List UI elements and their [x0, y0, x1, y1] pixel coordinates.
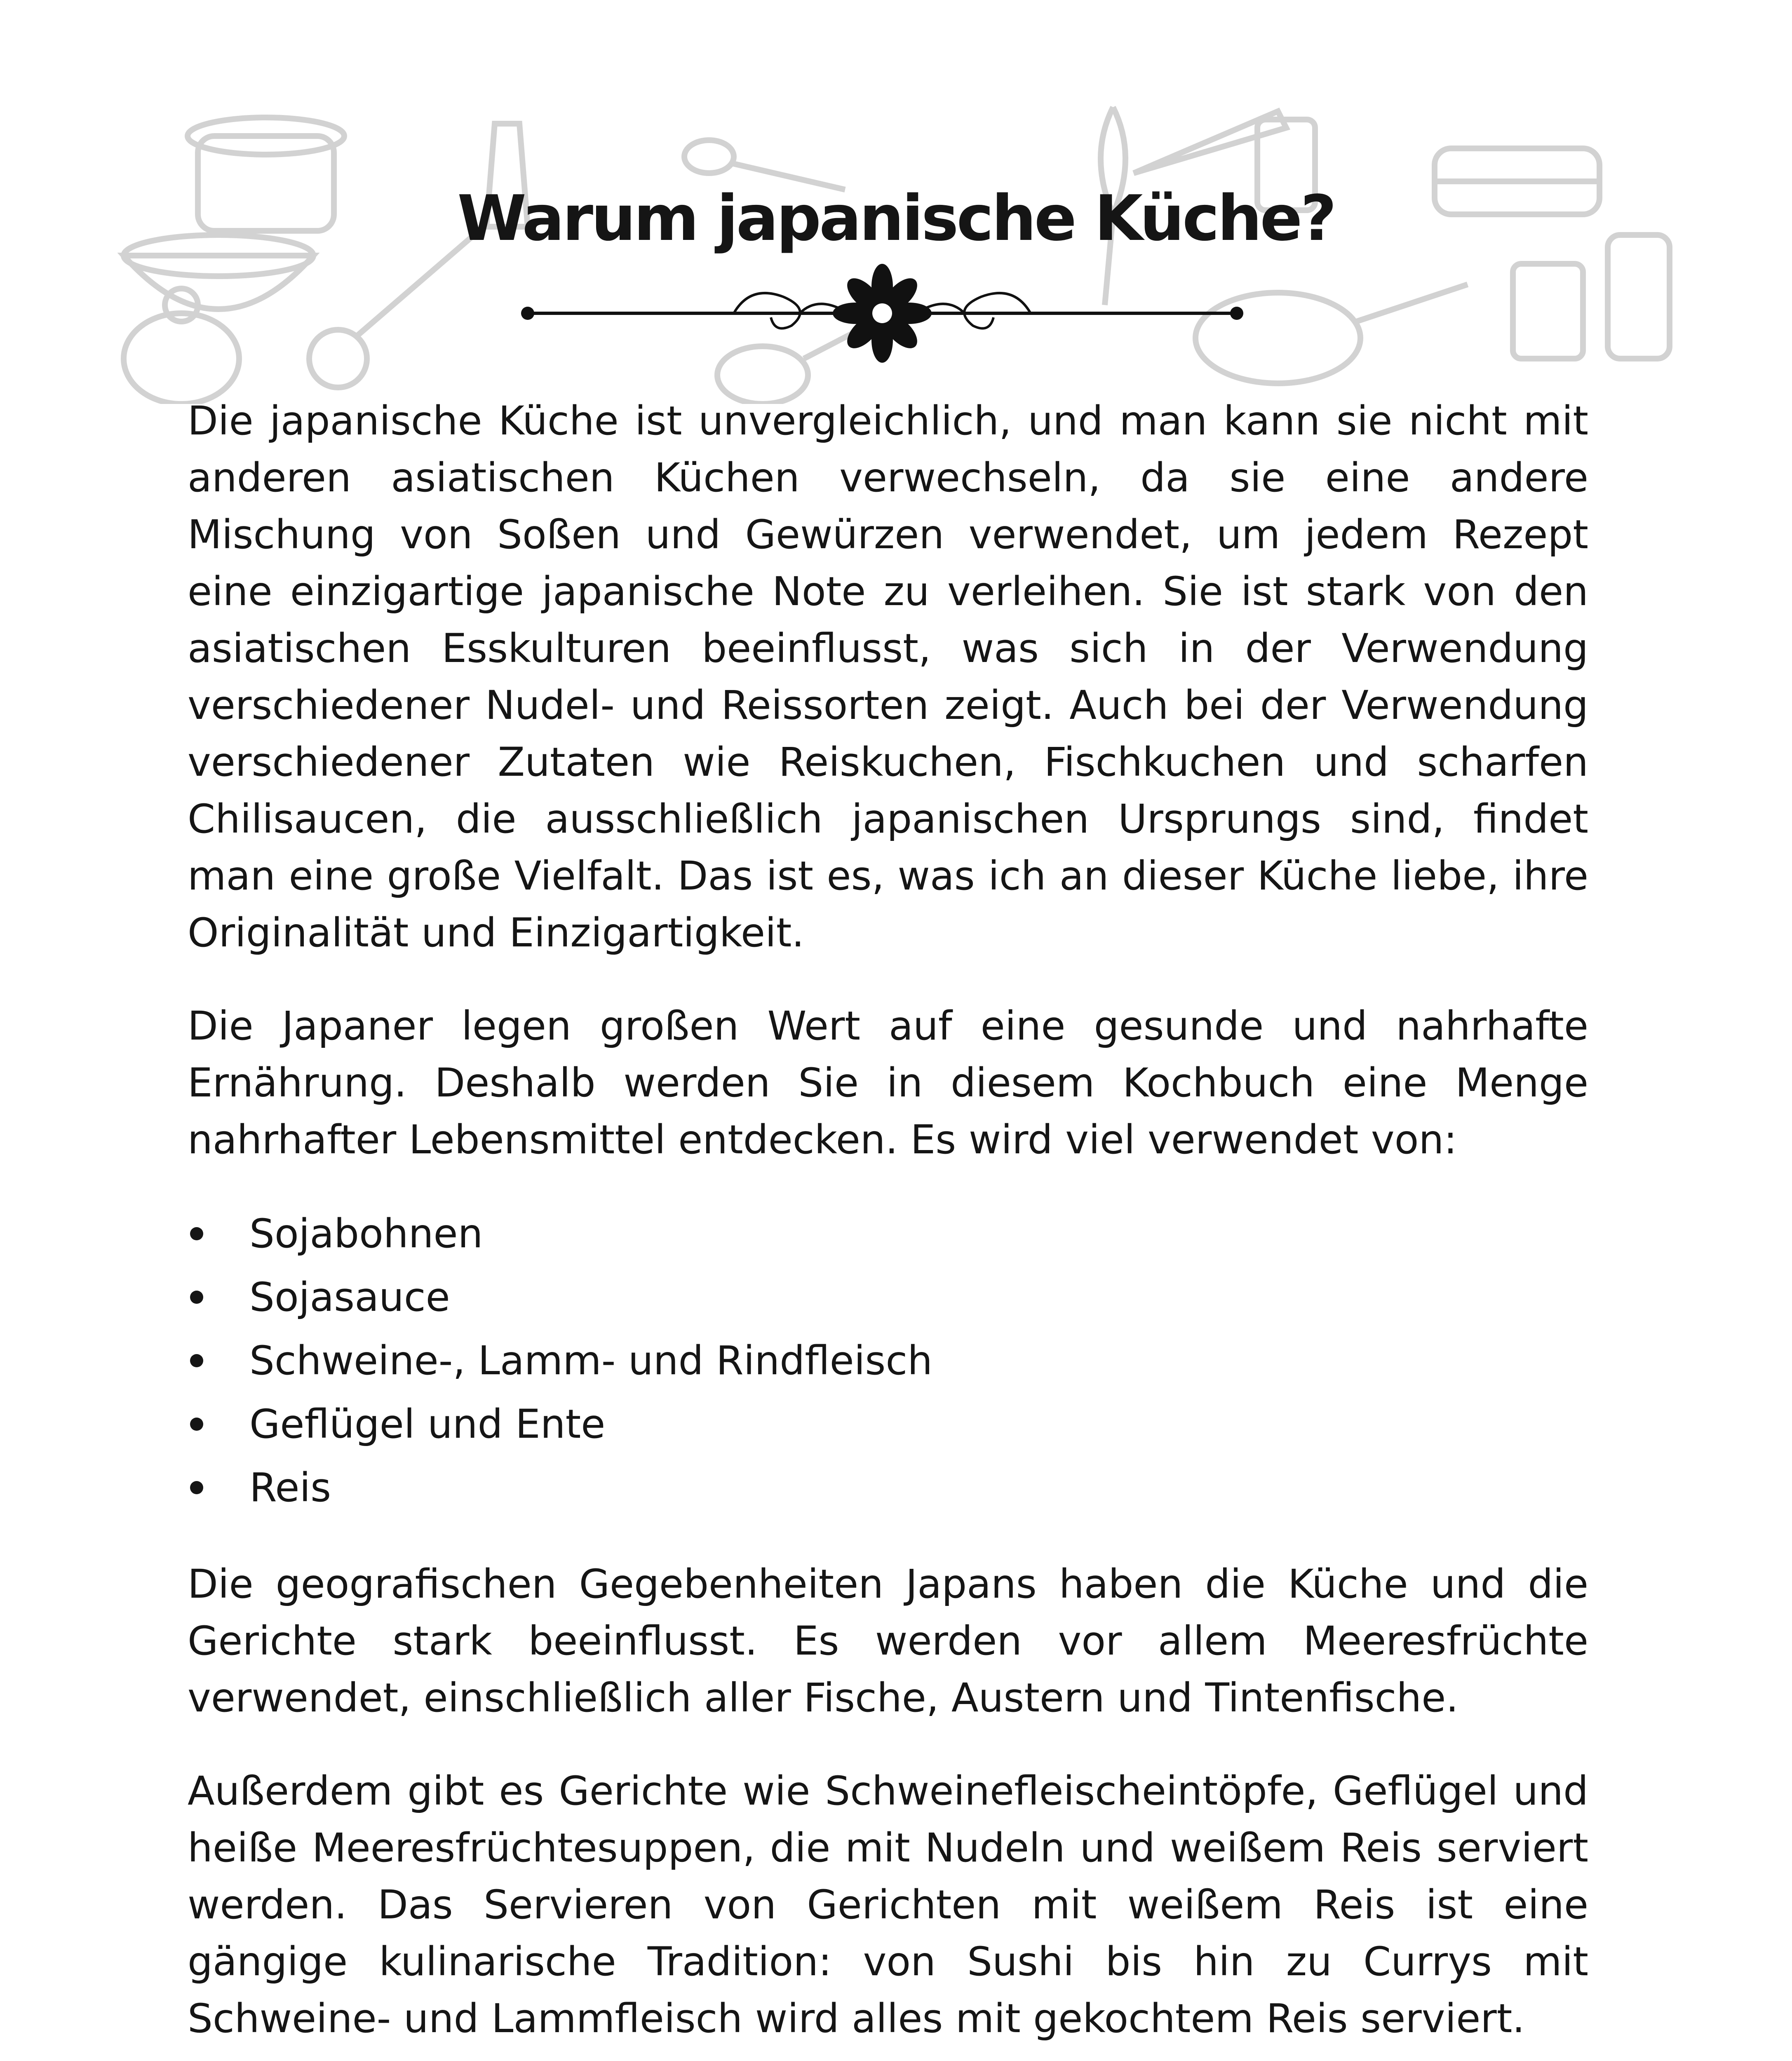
- list-item: Sojasauce: [188, 1265, 1588, 1329]
- flower-icon: [833, 264, 932, 363]
- page-title: Warum japanische Küche?: [457, 182, 1335, 255]
- list-item: Reis: [188, 1456, 1588, 1519]
- paragraph: Die geografischen Gegebenheiten Japans haben die Küche und die Gerichte stark beeinflusst. Es werden vor allem Meeresfrüchte verwendet, einschließlich aller Fische, Austern und Tintenfische.: [188, 1561, 1588, 1721]
- list-item: Schweine-, Lamm- und Rindfleisch: [188, 1329, 1588, 1392]
- bullet-icon: [190, 1291, 203, 1304]
- scale-icon: [1513, 264, 1583, 359]
- article-body: [188, 392, 1588, 2047]
- bullet-icon: [190, 1354, 203, 1367]
- list-item: Geflügel und Ente: [188, 1392, 1588, 1456]
- bullet-icon: [190, 1227, 203, 1240]
- paragraph: Die japanische Küche ist unvergleichlich, und man kann sie nicht mit anderen asiatischen Küchen verwechseln, da sie eine andere Mischung von Soßen und Gewürzen verwendet, um jedem Rezept eine einzigartige japanische Note zu verleihen. Sie ist stark von den asiatischen Esskulturen beeinflusst, was sich in der Verwendung verschiedener Nudel- und Reissorten zeigt. Auch bei der Verwendung verschiedener Zutaten wie Reiskuchen, Fischkuchen und scharfen Chilisaucen, die ausschließlich japanischen Ursprungs sind, findet man eine große Vielfalt. Das ist es, was ich an dieser Küche liebe, ihre Originalität und Einzigartigkeit.: [188, 398, 1588, 956]
- bullet-icon: [190, 1481, 203, 1494]
- list-item: Sojabohnen: [188, 1202, 1588, 1265]
- ingredient-list: [188, 1202, 1588, 1519]
- title-divider-ornament: [511, 264, 1253, 363]
- paragraph: Außerdem gibt es Gerichte wie Schweinefleischeintöpfe, Geflügel und heiße Meeresfrüchtesuppen, die mit Nudeln und weißem Reis serviert werden. Das Servieren von Gerichten mit weißem Reis ist eine gängige kulinarische Tradition: von Sushi bis hin zu Currys mit Schweine- und Lammfleisch wird alles mit gekochtem Reis serviert.: [188, 1768, 1588, 2042]
- paragraph: Die Japaner legen großen Wert auf eine gesunde und nahrhafte Ernährung. Deshalb werden Sie in diesem Kochbuch eine Menge nahrhafter Lebensmittel entdecken. Es wird viel verwendet von:: [188, 1003, 1588, 1163]
- kettle-icon: [124, 289, 239, 404]
- bullet-icon: [190, 1418, 203, 1431]
